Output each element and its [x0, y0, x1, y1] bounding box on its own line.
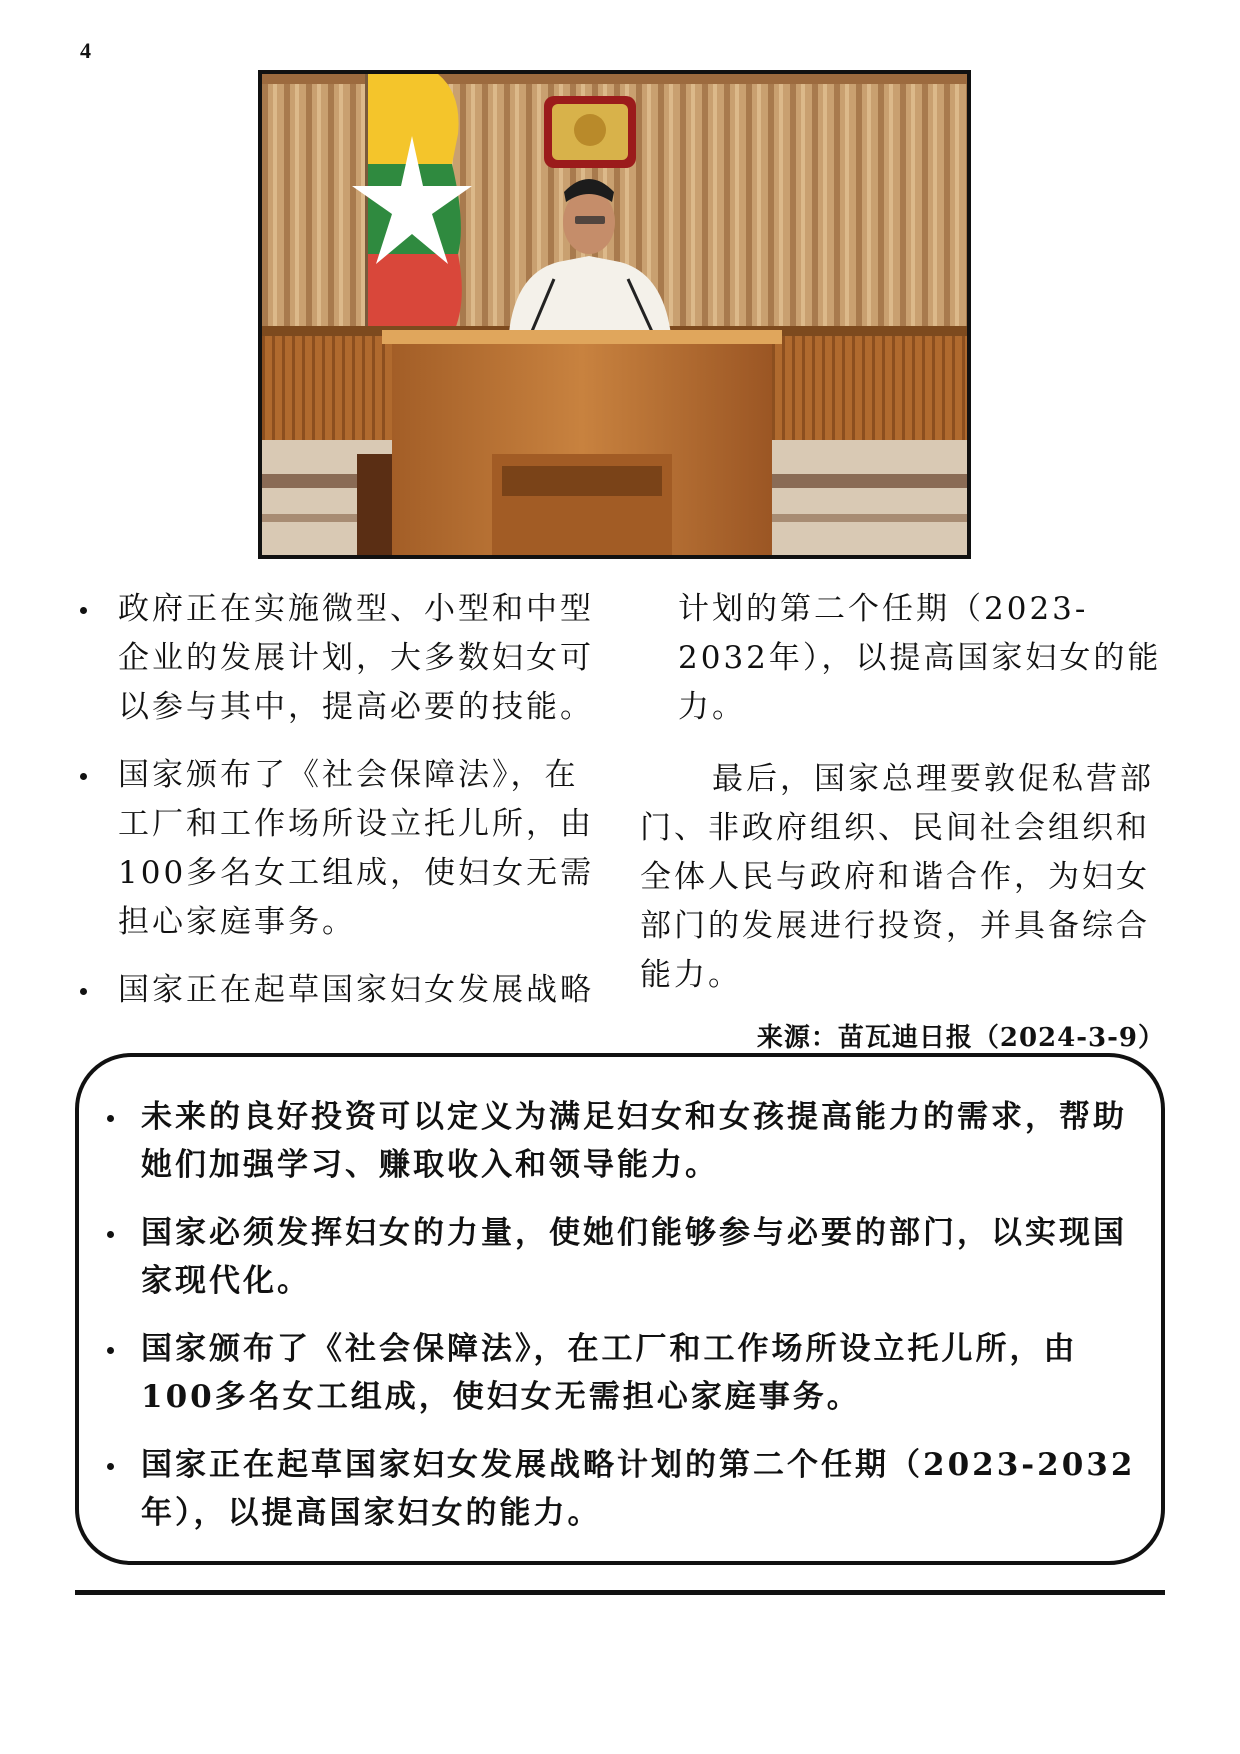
key-points-box — [75, 1053, 1165, 1565]
speech-photo — [258, 70, 971, 559]
page-number: 4 — [80, 38, 91, 63]
left-bullet-list — [80, 585, 610, 1015]
bullet-continuation: 计划的第二个任期（2023-2032年），以提高国家妇女的能力。 — [678, 591, 1162, 725]
lectern — [382, 330, 782, 555]
key-points-list — [99, 1093, 1141, 1537]
list-item: 国家正在起草国家妇女发展战略计划的第二个任期（2023-2032年），以提高国家妇女的能力。 — [99, 1441, 1141, 1537]
list-item: 未来的良好投资可以定义为满足妇女和女孩提高能力的需求，帮助她们加强学习、赚取收入和领导能力。 — [99, 1093, 1141, 1189]
closing-paragraph: 最后，国家总理要敦促私营部门、非政府组织、民间社会组织和全体人民与政府和谐合作，为妇女部门的发展进行投资，并具备综合能力。 — [640, 761, 1154, 993]
bottom-divider — [75, 1590, 1165, 1595]
list-item: 政府正在实施微型、小型和中型企业的发展计划，大多数妇女可以参与其中，提高必要的技能。 — [80, 585, 610, 732]
list-item: 国家必须发挥妇女的力量，使她们能够参与必要的部门，以实现国家现代化。 — [99, 1209, 1141, 1305]
list-item: 国家颁布了《社会保障法》，在工厂和工作场所设立托儿所，由100多名女工组成，使妇女无需担心家庭事务。 — [99, 1325, 1141, 1421]
list-item: 国家正在起草国家妇女发展战略 — [80, 966, 610, 1015]
source-citation: 来源：苗瓦迪日报（2024-3-9） — [756, 1023, 1165, 1053]
podium-scene-illustration — [262, 74, 967, 555]
national-flag-icon — [352, 74, 472, 344]
right-column — [640, 585, 1165, 1058]
left-column — [80, 585, 610, 1034]
list-item: 国家颁布了《社会保障法》，在工厂和工作场所设立托儿所，由100多名女工组成，使妇女无需担心家庭事务。 — [80, 751, 610, 947]
state-emblem-icon — [544, 96, 636, 168]
